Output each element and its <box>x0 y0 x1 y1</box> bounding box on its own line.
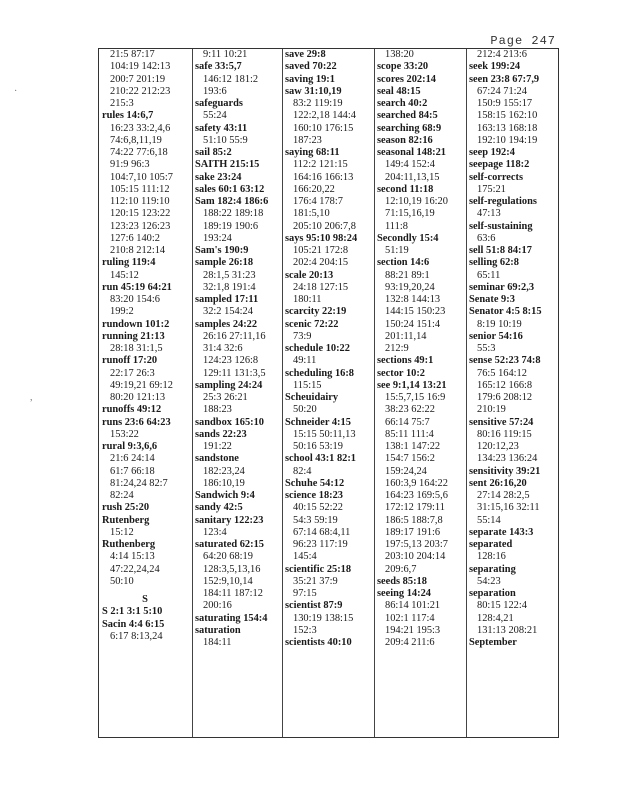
index-reference: 82:24 <box>110 490 134 501</box>
index-term: saving 19:1 <box>285 73 335 85</box>
index-term: sales 60:1 63:12 <box>195 183 265 195</box>
index-term: sense 52:23 74:8 <box>469 355 541 367</box>
index-term: Sam's 190:9 <box>195 245 249 256</box>
index-reference: 189:17 191:6 <box>385 526 441 538</box>
index-term: scale 20:13 <box>285 269 334 281</box>
index-reference: 212:4 213:6 <box>477 49 527 60</box>
index-reference: 55:3 <box>477 343 496 354</box>
index-reference: 47:13 <box>477 208 501 220</box>
index-term: Ruthenberg <box>102 539 156 550</box>
index-term: Senator 4:5 8:15 <box>469 306 542 318</box>
index-reference: 124:23 126:8 <box>203 355 259 367</box>
index-term: scenic 72:22 <box>285 318 339 330</box>
index-reference: 112:10 119:10 <box>110 196 170 207</box>
index-reference: 188:23 <box>203 404 232 416</box>
index-term: schedule 10:22 <box>285 343 350 354</box>
index-term: sanitary 122:23 <box>195 514 264 526</box>
index-term: rundown 101:2 <box>102 318 170 330</box>
index-reference: 91:9 96:3 <box>110 159 150 171</box>
index-reference: 76:5 164:12 <box>477 367 527 379</box>
index-reference: 15:12 <box>110 526 134 538</box>
index-reference: 66:14 75:7 <box>385 416 430 428</box>
index-reference: 204:11,13,15 <box>385 171 440 183</box>
index-term: second 11:18 <box>377 183 434 195</box>
index-reference: 21:5 87:17 <box>110 49 155 60</box>
index-reference: 181:5,10 <box>293 208 330 220</box>
index-reference: 86:14 101:21 <box>385 600 441 612</box>
index-reference: 25:3 26:21 <box>203 392 248 403</box>
index-reference: 15:5,7,15 16:9 <box>385 392 446 403</box>
index-reference: 128:3,5,13,16 <box>203 563 261 575</box>
index-term: searched 84:5 <box>377 110 438 122</box>
index-reference: 160:10 176:15 <box>293 122 354 134</box>
index-reference: 145:12 <box>110 269 139 281</box>
index-reference: 120:15 123:22 <box>110 208 171 220</box>
index-reference: 15:15 50:11,13 <box>293 428 356 440</box>
index-reference: 153:22 <box>110 428 139 440</box>
index-reference: 31:15,16 32:11 <box>477 502 540 514</box>
index-reference: 67:14 68:4,11 <box>293 526 351 538</box>
index-column-2 <box>192 49 282 737</box>
index-reference: 150:24 151:4 <box>385 318 441 330</box>
index-term: Rutenberg <box>102 514 150 526</box>
index-reference: 12:10,19 16:20 <box>385 196 448 207</box>
index-reference: 186:10,19 <box>203 477 245 489</box>
index-term: science 18:23 <box>285 490 343 501</box>
index-term: Schneider 4:15 <box>285 416 351 428</box>
index-reference: 80:15 122:4 <box>477 600 527 612</box>
index-reference: 144:15 150:23 <box>385 306 446 318</box>
index-reference: 112:2 121:15 <box>293 159 348 171</box>
index-reference: 182:23,24 <box>203 465 245 477</box>
index-term: selling 62:8 <box>469 257 519 269</box>
index-reference: 93:19,20,24 <box>385 281 435 293</box>
index-term: seen 23:8 67:7,9 <box>469 73 540 85</box>
index-reference: 80:16 119:15 <box>477 428 532 440</box>
index-term: sail 85:2 <box>195 147 232 158</box>
index-table <box>98 48 559 738</box>
index-term: safeguards <box>195 98 243 109</box>
index-reference: 115:15 <box>293 379 322 391</box>
index-term: scarcity 22:19 <box>285 306 347 318</box>
index-term: sample 26:18 <box>195 257 254 269</box>
index-reference: 83:20 154:6 <box>110 294 160 305</box>
margin-mark: · <box>14 86 18 97</box>
index-term: runoffs 49:12 <box>102 404 162 416</box>
index-term: Secondly 15:4 <box>377 232 439 244</box>
index-term: run 45:19 64:21 <box>102 281 172 293</box>
index-reference: 193:24 <box>203 232 232 244</box>
index-term: runs 23:6 64:23 <box>102 416 171 428</box>
index-term: rural 9:3,6,6 <box>102 441 158 452</box>
index-term: rules 14:6,7 <box>102 110 154 122</box>
index-reference: 158:15 162:10 <box>477 110 538 122</box>
index-reference: 67:24 71:24 <box>477 85 527 97</box>
index-term: Sacin 4:4 6:15 <box>102 618 165 630</box>
index-reference: 74:6,8,11,19 <box>110 134 162 146</box>
index-term: says 95:10 98:24 <box>285 232 358 244</box>
index-reference: 194:21 195:3 <box>385 624 441 636</box>
index-term: S 2:1 3:1 5:10 <box>102 606 163 618</box>
index-term: section 14:6 <box>377 257 430 269</box>
index-term: saturating 154:4 <box>195 612 268 624</box>
index-term: seepage 118:2 <box>469 159 530 171</box>
index-reference: 61:7 66:18 <box>110 465 155 477</box>
index-term: samples 24:22 <box>195 318 258 330</box>
index-term: separating <box>469 563 516 575</box>
index-reference: 166:20,22 <box>293 183 335 195</box>
index-term: sensitivity 39:21 <box>469 465 541 477</box>
index-term: SAITH 215:15 <box>195 159 260 171</box>
index-reference: 22:17 26:3 <box>110 367 155 379</box>
index-reference: 47:22,24,24 <box>110 563 160 575</box>
index-reference: 186:5 188:7,8 <box>385 514 443 526</box>
index-reference: 188:22 189:18 <box>203 208 264 220</box>
index-column-5 <box>466 49 560 737</box>
index-reference: 55:24 <box>203 110 227 122</box>
index-reference: 132:8 144:13 <box>385 294 441 305</box>
index-reference: 55:14 <box>477 514 501 526</box>
page-number: Page 247 <box>490 34 556 48</box>
index-reference: 128:16 <box>477 551 506 563</box>
index-reference: 175:21 <box>477 183 506 195</box>
index-reference: 104:7,10 105:7 <box>110 171 173 183</box>
index-reference: 96:23 117:19 <box>293 539 348 550</box>
index-term: Senate 9:3 <box>469 294 515 305</box>
index-reference: 179:6 208:12 <box>477 392 533 403</box>
index-reference: 32:2 154:24 <box>203 306 253 318</box>
margin-mark: , <box>30 392 33 403</box>
index-reference: 35:21 37:9 <box>293 575 338 587</box>
section-letter: S <box>142 594 149 605</box>
index-term: Schuhe 54:12 <box>285 477 345 489</box>
index-reference: 127:6 140:2 <box>110 232 160 244</box>
index-term: sensitive 57:24 <box>469 416 534 428</box>
index-reference: 200:16 <box>203 600 232 612</box>
index-term: seek 199:24 <box>469 61 521 73</box>
index-reference: 32:1,8 191:4 <box>203 281 256 293</box>
index-term: Sandwich 9:4 <box>195 490 255 501</box>
index-reference: 192:10 194:19 <box>477 134 538 146</box>
index-reference: 131:13 208:21 <box>477 624 538 636</box>
index-term: separated <box>469 539 513 550</box>
index-reference: 123:4 <box>203 526 227 538</box>
index-reference: 149:4 152:4 <box>385 159 435 171</box>
index-reference: 54:3 59:19 <box>293 514 338 526</box>
index-term: ruling 119:4 <box>102 257 156 269</box>
index-term: sandy 42:5 <box>195 502 243 514</box>
index-reference: 152:9,10,14 <box>203 575 253 587</box>
index-reference: 160:3,9 164:22 <box>385 477 448 489</box>
index-term: seeing 14:24 <box>377 588 431 599</box>
index-reference: 165:12 166:8 <box>477 379 533 391</box>
index-reference: 49:11 <box>293 355 317 367</box>
index-reference: 123:23 126:23 <box>110 220 171 232</box>
index-column-3 <box>282 49 374 737</box>
index-term: seep 192:4 <box>469 147 515 158</box>
index-term: Scheuidairy <box>285 392 339 403</box>
index-reference: 154:7 156:2 <box>385 453 435 465</box>
index-reference: 209:4 211:6 <box>385 637 435 648</box>
index-term: sake 23:24 <box>195 171 242 183</box>
index-term: seminar 69:2,3 <box>469 281 535 293</box>
index-reference: 111:8 <box>385 220 408 232</box>
index-reference: 209:6,7 <box>385 563 417 575</box>
index-column-4 <box>374 49 466 737</box>
index-reference: 6:17 8:13,24 <box>110 630 163 642</box>
index-reference: 73:9 <box>293 330 312 342</box>
index-term: school 43:1 82:1 <box>285 453 356 465</box>
index-term: saturated 62:15 <box>195 539 264 550</box>
index-reference: 152:3 <box>293 624 317 636</box>
index-reference: 120:12,23 <box>477 441 519 452</box>
index-term: senior 54:16 <box>469 330 523 342</box>
index-reference: 201:11,14 <box>385 330 427 342</box>
index-reference: 50:10 <box>110 575 134 587</box>
index-term: season 82:16 <box>377 134 433 146</box>
index-reference: 49:19,21 69:12 <box>110 379 173 391</box>
index-term: sampled 17:11 <box>195 294 259 305</box>
index-term: sandbox 165:10 <box>195 416 265 428</box>
index-term: seal 48:15 <box>377 85 421 97</box>
index-term: sections 49:1 <box>377 355 434 367</box>
index-term: scores 202:14 <box>377 73 436 85</box>
index-reference: 31:4 32:6 <box>203 343 243 354</box>
index-reference: 202:4 204:15 <box>293 257 349 269</box>
index-reference: 189:19 190:6 <box>203 220 259 232</box>
index-term: runoff 17:20 <box>102 355 158 367</box>
index-reference: 105:15 111:12 <box>110 183 170 195</box>
index-reference: 146:12 181:2 <box>203 73 259 85</box>
index-reference: 145:4 <box>293 551 317 563</box>
index-term: Sam 182:4 186:6 <box>195 196 269 207</box>
index-term: separate 143:3 <box>469 526 534 538</box>
index-reference: 199:2 <box>110 306 134 318</box>
index-reference: 85:11 111:4 <box>385 428 434 440</box>
index-term: search 40:2 <box>377 98 428 109</box>
index-reference: 134:23 136:24 <box>477 453 538 465</box>
index-term: self-corrects <box>469 171 524 183</box>
index-term: sell 51:8 84:17 <box>469 245 532 256</box>
index-term: saw 31:10,19 <box>285 85 342 97</box>
index-reference: 9:11 10:21 <box>203 49 248 60</box>
index-reference: 128:4,21 <box>477 612 514 624</box>
index-term: seasonal 148:21 <box>377 147 446 158</box>
index-reference: 28:18 31:1,5 <box>110 343 163 354</box>
index-term: sandstone <box>195 453 239 465</box>
index-term: self-sustaining <box>469 220 533 232</box>
index-reference: 82:4 <box>293 465 312 477</box>
index-reference: 24:18 127:15 <box>293 281 349 293</box>
index-term: save 29:8 <box>285 49 326 60</box>
index-column-1 <box>99 49 192 737</box>
index-reference: 212:9 <box>385 343 409 354</box>
index-reference: 172:12 179:11 <box>385 502 445 514</box>
index-reference: 51:19 <box>385 245 409 256</box>
index-term: scientist 87:9 <box>285 600 343 612</box>
index-reference: 193:6 <box>203 85 227 97</box>
index-reference: 205:10 206:7,8 <box>293 220 356 232</box>
index-reference: 191:22 <box>203 441 232 452</box>
index-reference: 129:11 131:3,5 <box>203 367 266 379</box>
index-reference: 27:14 28:2,5 <box>477 490 530 501</box>
index-term: see 9:1,14 13:21 <box>377 379 447 391</box>
index-reference: 65:11 <box>477 269 501 281</box>
index-reference: 176:4 178:7 <box>293 196 343 207</box>
index-term: separation <box>469 588 516 599</box>
index-term: seeds 85:18 <box>377 575 427 587</box>
index-reference: 164:23 169:5,6 <box>385 490 448 501</box>
index-reference: 138:1 147:22 <box>385 441 441 452</box>
index-term: sector 10:2 <box>377 367 425 379</box>
index-reference: 40:15 52:22 <box>293 502 343 514</box>
index-reference: 8:19 10:19 <box>477 318 522 330</box>
index-reference: 105:21 172:8 <box>293 245 349 256</box>
index-reference: 138:20 <box>385 49 414 60</box>
index-reference: 184:11 187:12 <box>203 588 263 599</box>
index-term: scientists 40:10 <box>285 637 352 648</box>
index-reference: 97:15 <box>293 588 317 599</box>
index-reference: 210:22 212:23 <box>110 85 171 97</box>
index-reference: 184:11 <box>203 637 232 648</box>
index-term: self-regulations <box>469 196 537 207</box>
index-term: safe 33:5,7 <box>195 61 242 73</box>
index-term: sands 22:23 <box>195 428 247 440</box>
index-reference: 159:24,24 <box>385 465 427 477</box>
index-term: running 21:13 <box>102 330 165 342</box>
index-reference: 130:19 138:15 <box>293 612 354 624</box>
index-term: rush 25:20 <box>102 502 150 514</box>
index-term: saying 68:11 <box>285 147 340 158</box>
index-reference: 210:19 <box>477 404 506 416</box>
index-term: safety 43:11 <box>195 122 248 134</box>
index-reference: 63:6 <box>477 232 496 244</box>
index-reference: 74:22 77:6,18 <box>110 147 168 158</box>
index-reference: 187:23 <box>293 134 322 146</box>
index-reference: 71:15,16,19 <box>385 208 435 220</box>
index-reference: 122:2,18 144:4 <box>293 110 356 122</box>
index-reference: 150:9 155:17 <box>477 98 533 109</box>
index-reference: 28:1,5 31:23 <box>203 269 256 281</box>
index-term: scheduling 16:8 <box>285 367 354 379</box>
index-term: September <box>469 637 517 648</box>
index-reference: 102:1 117:4 <box>385 612 435 624</box>
index-reference: 203:10 204:14 <box>385 551 446 563</box>
index-reference: 50:16 53:19 <box>293 441 343 452</box>
index-reference: 215:3 <box>110 98 134 109</box>
index-reference: 80:20 121:13 <box>110 392 166 403</box>
index-term: sent 26:16,20 <box>469 477 527 489</box>
index-reference: 38:23 62:22 <box>385 404 435 416</box>
index-term: scope 33:20 <box>377 61 429 73</box>
index-reference: 197:5,13 203:7 <box>385 539 448 550</box>
index-reference: 4:14 15:13 <box>110 551 155 563</box>
index-reference: 83:2 119:19 <box>293 98 343 109</box>
index-reference: 88:21 89:1 <box>385 269 430 281</box>
index-reference: 81:24,24 82:7 <box>110 477 168 489</box>
index-term: searching 68:9 <box>377 122 442 134</box>
index-term: saved 70:22 <box>285 61 337 73</box>
index-term: scientific 25:18 <box>285 563 352 575</box>
index-term: sampling 24:24 <box>195 379 263 391</box>
index-reference: 21:6 24:14 <box>110 453 155 465</box>
index-reference: 51:10 55:9 <box>203 134 248 146</box>
index-reference: 104:19 142:13 <box>110 61 171 73</box>
index-reference: 164:16 166:13 <box>293 171 354 183</box>
index-reference: 64:20 68:19 <box>203 551 253 563</box>
index-reference: 210:8 212:14 <box>110 245 166 256</box>
index-reference: 50:20 <box>293 404 317 416</box>
index-reference: 16:23 33:2,4,6 <box>110 122 171 134</box>
index-reference: 163:13 168:18 <box>477 122 538 134</box>
index-reference: 180:11 <box>293 294 322 305</box>
index-reference: 26:16 27:11,16 <box>203 330 266 342</box>
index-reference: 54:23 <box>477 575 501 587</box>
index-term: saturation <box>195 624 241 636</box>
index-reference: 200:7 201:19 <box>110 73 166 85</box>
